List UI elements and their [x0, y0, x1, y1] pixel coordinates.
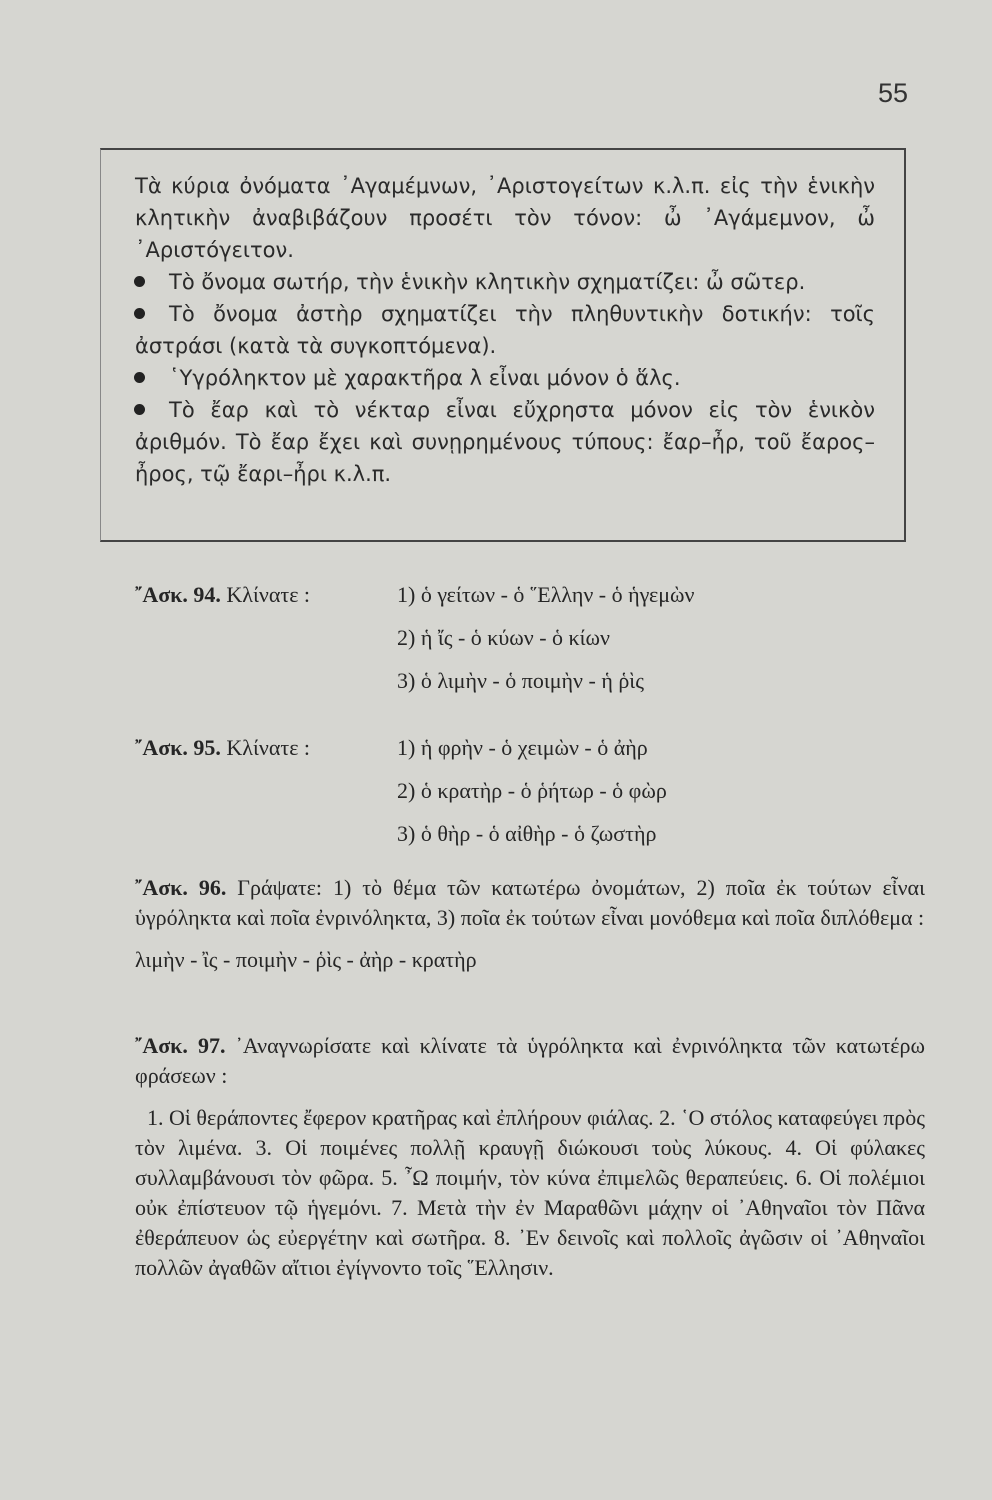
exercise-verb: Κλίνατε : [226, 582, 311, 607]
declension-line: 1) ὁ γείτων - ὁ ῞Ελλην - ὁ ἡγεμὼν [397, 582, 695, 607]
bullet-icon [134, 308, 145, 319]
declension-line: 3) ὁ θὴρ - ὁ αἰθὴρ - ὁ ζωστὴρ [397, 821, 657, 846]
exercise-verb: Κλίνατε : [226, 735, 311, 760]
note-item: Τὸ ἔαρ καὶ τὸ νέκταρ εἶναι εὔχρηστα μόνον εἰς τὸν ἑνικὸν ἀριθμόν. Τὸ ἔαρ ἔχει καὶ συνῃρημένους τύπους: ἔαρ–ἦρ, τοῦ ἔαρος–ἦρος, τῷ ἔαρι–ἦρι κ.λ.π. [135, 398, 875, 486]
declension-line: 1) ἡ φρὴν - ὁ χειμὼν - ὁ ἀὴρ [397, 735, 648, 760]
declension-line: 2) ὁ κρατὴρ - ὁ ῥήτωρ - ὁ φὼρ [397, 778, 667, 803]
note-item: Τὸ ὄνομα σωτήρ, τὴν ἑνικὴν κλητικὴν σχηματίζει: ὦ σῶτερ. [135, 266, 875, 298]
exercise-instruction: ᾿Αναγνωρίσατε καὶ κλίνατε τὰ ὑγρόληκτα καὶ ἐνρινόληκτα τῶν κατωτέρω φράσεων : [135, 1033, 925, 1088]
note-intro: Τὰ κύρια ὀνόματα ᾿Αγαμέμνων, ᾿Αριστογείτων κ.λ.π. εἰς τὴν ἑνικὴν κλητικὴν ἀναβιβάζουν προσέτι τὸν τόνον: ὦ ᾿Αγάμεμνον, ὦ ᾿Αριστόγειτον. [135, 174, 875, 262]
exercise-96 [135, 873, 925, 975]
exercise-97 [135, 1031, 925, 1283]
note-item: Τὸ ὄνομα ἀστὴρ σχηματίζει τὴν πληθυντικὴν δοτικήν: τοῖς ἀστράσι (κατὰ τὰ συγκοπτόμενα). [135, 302, 875, 358]
bullet-icon [134, 276, 145, 287]
bullet-icon [134, 372, 145, 383]
word-list: λιμὴν - ἲς - ποιμὴν - ῥὶς - ἀὴρ - κρατὴρ [135, 947, 477, 972]
note-box [135, 170, 875, 490]
exercise-label: ῎Ασκ. 94. [135, 582, 221, 607]
note-item: ῾Υγρόληκτον μὲ χαρακτῆρα λ εἶναι μόνον ὁ ἅλς. [135, 362, 875, 394]
exercise-label: ῎Ασκ. 96. [135, 875, 227, 900]
exercise-sentences: 1. Οἱ θεράποντες ἔφερον κρατῆρας καὶ ἐπλήρουν φιάλας. 2. ῾Ο στόλος καταφεύγει πρὸς τὸν λιμένα. 3. Οἱ ποιμένες πολλῇ κραυγῇ διώκουσι τοὺς λύκους. 4. Οἱ φύλακες συλλαμβάνουσι τὸν φῶρα. 5. ῏Ω ποιμήν, τὸν κύνα ἐπιμελῶς θεραπεύεις. 6. Οἱ πολέμιοι οὐκ ἐπίστευον τῷ ἡγεμόνι. 7. Μετὰ τὴν ἐν Μαραθῶνι μάχην οἱ ᾿Αθηναῖοι τὸν Πᾶνα ἐθεράπευον ὡς εὐεργέτην καὶ σωτῆρα. 8. ᾿Εν δεινοῖς καὶ πολλοῖς ἀγῶσιν οἱ ᾿Αθηναῖοι πολλῶν ἀγαθῶν αἴτιοι ἐγίγνοντο τοῖς ῞Ελλησιν. [135, 1105, 925, 1280]
bullet-icon [134, 404, 145, 415]
page-number: 55 [878, 78, 909, 108]
declension-line: 2) ἡ ἴς - ὁ κύων - ὁ κίων [397, 625, 610, 650]
declension-line: 3) ὁ λιμὴν - ὁ ποιμὴν - ἡ ῥὶς [397, 668, 644, 693]
exercise-label: ῎Ασκ. 95. [135, 735, 221, 760]
exercise-instruction: Γράψατε: 1) τὸ θέμα τῶν κατωτέρω ὀνομάτων, 2) ποῖα ἐκ τούτων εἶναι ὑγρόληκτα καὶ ποῖα ἐνρινόληκτα, 3) ποῖα ἐκ τούτων εἶναι μονόθεμα καὶ ποῖα διπλόθεμα : [135, 875, 925, 930]
exercise-label: ῎Ασκ. 97. [135, 1033, 226, 1058]
